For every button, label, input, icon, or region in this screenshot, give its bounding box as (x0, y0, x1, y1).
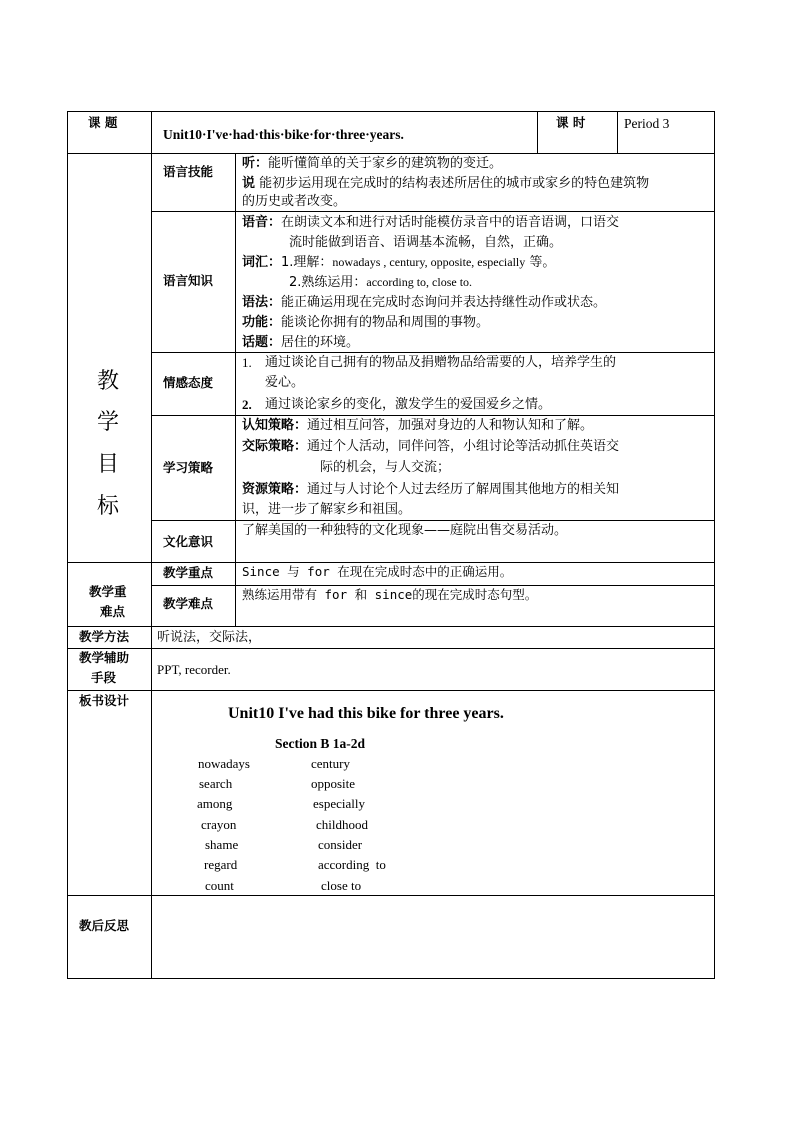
grammar-line (242, 296, 606, 309)
attitude-2-text: 通过谈论家乡的变化，激发学生的爱国爱乡之情。 (265, 397, 552, 412)
resource-text: 通过与人讨论个人过去经历了解周围其他地方的相关知 (307, 482, 620, 497)
speak-key: 说 (242, 176, 256, 191)
attitude-1-num: 1. (242, 355, 252, 370)
board-word-right: consider (318, 837, 363, 852)
focus-text: Since 与 for 在现在完成时态中的正确运用。 (242, 564, 513, 579)
grammar-text: 能正确运用现在完成时态询问并表达持继性动作或状态。 (281, 295, 607, 310)
aids-text: PPT, recorder. (157, 662, 231, 677)
focus-label: 教学重点 (163, 565, 214, 580)
communicative-text-cont: 际的机会，与人交流； (320, 460, 451, 475)
topic-key: 话题： (242, 335, 282, 350)
attitude-1-text-cont: 爱心。 (265, 375, 305, 390)
speak-text-cont: 的历史或者改变。 (242, 194, 347, 209)
difficulty-label: 教学难点 (163, 596, 214, 611)
vocab-1-words: nowadays , century, opposite, especially (332, 255, 526, 269)
board-word-right: century (311, 756, 350, 771)
rule (235, 153, 236, 626)
objectives-char: 目 (97, 452, 120, 477)
phonetics-line (242, 216, 619, 229)
key-points-label: 教学重 (89, 584, 127, 599)
grammar-key: 语法： (242, 295, 282, 310)
cognitive-line (242, 419, 593, 432)
vocab-1-num: 1.理解： (281, 255, 333, 270)
rule (67, 111, 68, 979)
attitude-2-num: 2. (242, 397, 252, 412)
method-text: 听说法，交际法， (157, 630, 262, 645)
resource-line (242, 483, 619, 496)
culture-text: 了解美国的一种独特的文化现象——庭院出售交易活动。 (242, 523, 568, 538)
listen-line (242, 157, 502, 170)
board-word-left: crayon (201, 817, 237, 832)
reflection-label: 教后反思 (79, 918, 130, 933)
phonetics-text: 在朗读文本和进行对话时能模仿录音中的语音语调，口语交 (281, 215, 620, 230)
board-word-right: opposite (311, 776, 356, 791)
board-word-right: especially (313, 796, 365, 811)
rule (67, 153, 715, 154)
culture-label: 文化意识 (163, 534, 214, 549)
board-word-left: regard (204, 857, 238, 872)
rule (67, 648, 715, 649)
board-title: Unit10 I've had this bike for three years. (228, 705, 504, 722)
aids-label-cont: 手段 (91, 670, 117, 685)
topic-label: 课 题 (88, 115, 118, 130)
communicative-key: 交际策略： (242, 439, 308, 454)
objectives-char: 学 (97, 410, 120, 435)
rule (67, 626, 715, 627)
function-text: 能谈论你拥有的物品和周围的事物。 (281, 315, 490, 330)
function-key: 功能： (242, 315, 282, 330)
topic-line (242, 336, 359, 349)
language-skills-label: 语言技能 (163, 164, 214, 179)
vocab-1-tail: 等。 (529, 255, 556, 270)
board-word-left: shame (205, 837, 239, 852)
board-word-left: search (199, 776, 233, 791)
period-label: 课 时 (556, 115, 586, 130)
rule (617, 111, 618, 153)
speak-line (242, 177, 649, 190)
listen-text: 能听懂简单的关于家乡的建筑物的变迁。 (268, 156, 503, 171)
cognitive-text: 通过相互问答，加强对身边的人和物认知和了解。 (307, 418, 594, 433)
language-knowledge-label: 语言知识 (163, 273, 214, 288)
vocab-2-num: 2.熟练运用： (289, 275, 367, 290)
function-line (242, 316, 489, 329)
board-word-right: childhood (316, 817, 368, 832)
rule (67, 690, 715, 691)
period-value: Period 3 (624, 116, 670, 131)
resource-key: 资源策略： (242, 482, 308, 497)
rule (67, 562, 715, 563)
communicative-text: 通过个人活动，同伴问答，小组讨论等活动抓住英语交 (307, 439, 620, 454)
vocab-2-words: according to, close to. (366, 275, 473, 289)
rule (151, 111, 152, 979)
cognitive-key: 认知策略： (242, 418, 308, 433)
topic-text: 居住的环境。 (281, 335, 360, 350)
method-label: 教学方法 (79, 629, 130, 644)
board-word-left: count (205, 878, 234, 893)
rule (714, 111, 715, 979)
board-word-left: nowadays (198, 756, 250, 771)
speak-text: 能初步运用现在完成时的结构表述所居住的城市或家乡的特色建筑物 (259, 176, 650, 191)
communicative-line (242, 440, 619, 453)
vocab-line-1 (242, 256, 555, 269)
resource-text-cont: 识，进一步了解家乡和祖国。 (242, 502, 412, 517)
board-word-right: according to (318, 857, 386, 872)
attitude-1-text: 通过谈论自己拥有的物品及捐赠物品给需要的人，培养学生的 (265, 355, 617, 370)
phonetics-key: 语音： (242, 215, 282, 230)
key-points-label-cont: 难点 (100, 604, 126, 619)
objectives-char: 标 (97, 494, 120, 519)
board-section: Section B 1a-2d (275, 736, 366, 751)
rule (537, 111, 538, 153)
strategies-label: 学习策略 (163, 460, 214, 475)
board-word-right: close to (321, 878, 362, 893)
board-label: 板书设计 (79, 693, 130, 708)
rule (67, 895, 715, 896)
rule (67, 978, 715, 979)
vocab-line-2 (289, 276, 472, 289)
attitude-label: 情感态度 (163, 375, 214, 390)
listen-key: 听： (242, 156, 269, 171)
difficulty-text: 熟练运用带有 for 和 since的现在完成时态句型。 (242, 587, 538, 602)
aids-label: 教学辅助 (79, 650, 130, 665)
topic-value: Unit10·I've·had·this·bike·for·three·years. (163, 127, 404, 142)
board-word-left: among (197, 796, 233, 811)
vocab-key: 词汇： (242, 255, 282, 270)
objectives-char: 教 (97, 369, 120, 394)
phonetics-text-cont: 流时能做到语音、语调基本流畅，自然，正确。 (289, 235, 563, 250)
